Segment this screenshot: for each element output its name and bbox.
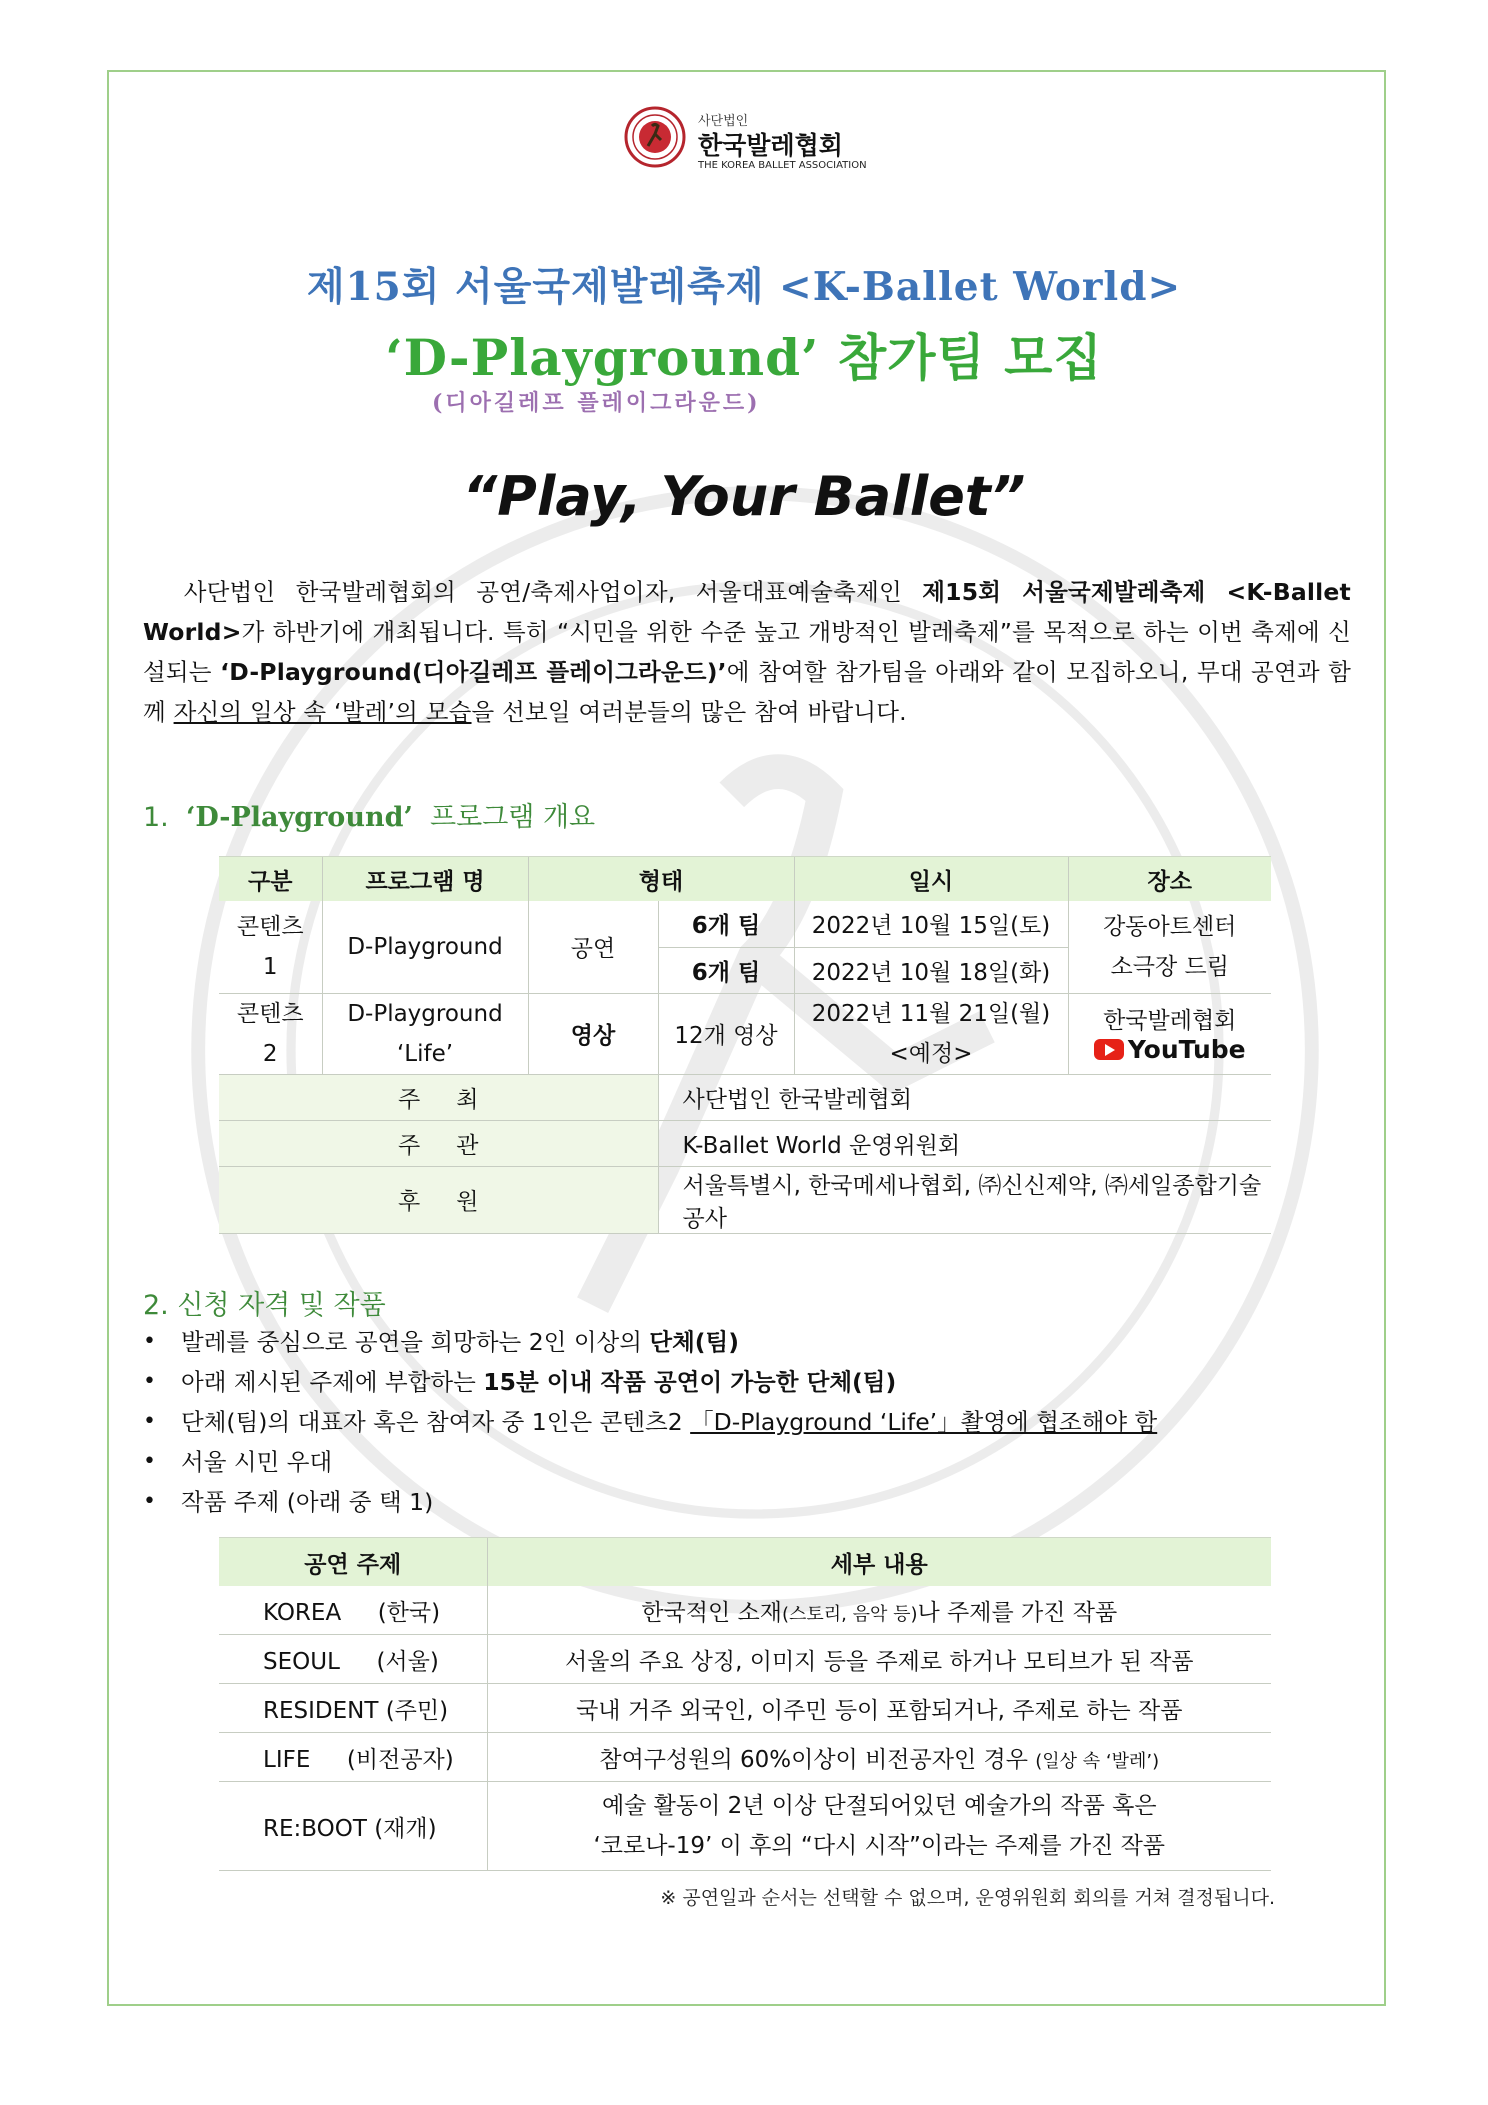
content2-venue: [1068, 993, 1271, 1074]
section1-title: [143, 795, 595, 834]
section1-heading: 프로그램 개요: [430, 802, 596, 833]
slogan: “Play, Your Ballet”: [462, 465, 1026, 528]
theme-detail: 국내 거주 외국인, 이주민 등이 포함되거나, 주제로 하는 작품: [487, 1684, 1271, 1733]
intro-underline: 자신의 일상 속 ‘발레’의 모습: [173, 698, 472, 726]
host-label: 주최: [219, 1074, 658, 1120]
bullet3-underline: 「D-Playground ‘Life’」촬영에 협조해야 함: [690, 1408, 1158, 1436]
association-seal-icon: [624, 106, 686, 168]
content1-venue: 강동아트센터 소극장 드림: [1068, 901, 1271, 993]
logo-subtitle: 사단법인: [698, 114, 749, 129]
youtube-play-icon: [1094, 1039, 1124, 1060]
intro-text-3: 에 참여할 참가팀을 아래와 같이 모집하오니, 무대 공연과 함께: [143, 658, 1352, 726]
table-row: [219, 1782, 1271, 1871]
content1-category: 콘텐츠 1: [219, 901, 322, 993]
bullet2-bold: 15분 이내 작품 공연이 가능한 단체(팀): [483, 1368, 897, 1396]
list-item: [143, 1482, 1157, 1522]
content2-type: 영상: [528, 993, 658, 1074]
table-row: [219, 1586, 1271, 1635]
col-header-category: 구분: [219, 857, 322, 902]
theme-topic: SEOUL (서울): [219, 1635, 487, 1684]
theme-detail: [487, 1782, 1271, 1871]
sponsor-value: 서울특별시, 한국메세나협회, ㈜신신제약, ㈜세일종합기술공사: [658, 1166, 1271, 1233]
bullet4-text: 서울 시민 우대: [181, 1448, 333, 1476]
col-header-theme: 공연 주제: [219, 1538, 487, 1587]
content2-name: D-Playground ‘Life’: [322, 993, 528, 1074]
program-korean-name: (디아길레프 플레이그라운드): [432, 390, 761, 416]
list-item: [143, 1322, 1157, 1362]
intro-bold-2: ‘D-Playground(디아길레프 플레이그라운드)’: [220, 658, 727, 686]
theme-table: [219, 1537, 1271, 1871]
bullet1-text: 발레를 중심으로 공연을 희망하는 2인 이상의: [181, 1328, 650, 1356]
footnote: ※ 공연일과 순서는 선택할 수 없으며, 운영위원회 회의를 거쳐 결정됩니다.: [660, 1887, 1275, 1909]
col-header-date: 일시: [794, 857, 1068, 902]
theme-topic: RE:BOOT (재개): [219, 1782, 487, 1871]
theme-detail-text: 참여구성원의 60%이상이 비전공자인 경우: [599, 1746, 1036, 1773]
theme-detail-text: 한국적인 소재: [641, 1599, 782, 1626]
content2-count: 12개 영상: [658, 993, 794, 1074]
logo-english-name: THE KOREA BALLET ASSOCIATION: [698, 160, 867, 171]
logo: [624, 104, 874, 174]
theme-detail: [487, 1586, 1271, 1635]
sponsor-label: 후원: [219, 1166, 658, 1233]
bullet5-text: 작품 주제 (아래 중 택 1): [181, 1488, 434, 1516]
youtube-label: YouTube: [1127, 1034, 1246, 1064]
content1-type: 공연: [528, 901, 658, 993]
theme-topic: RESIDENT (주민): [219, 1684, 487, 1733]
section1-number: 1.: [143, 802, 169, 833]
col-header-program-name: 프로그램 명: [322, 857, 528, 902]
theme-detail-line-2: ‘코로나-19’ 이 후의 “다시 시작”이라는 주제를 가진 작품: [593, 1833, 1166, 1859]
eligibility-list: [143, 1322, 1157, 1522]
table-row: [219, 1733, 1271, 1782]
intro-bold-1: 제15회 서울국제발레축제 <K-Ballet World>: [143, 578, 1351, 646]
host-value: 사단법인 한국발레협회: [658, 1074, 1271, 1120]
content2-date: 2022년 11월 21일(월) <예정>: [794, 993, 1068, 1074]
section1-program: ‘D-Playground’: [185, 802, 413, 833]
youtube-logo: [1094, 1035, 1246, 1064]
bullet1-bold: 단체(팀): [649, 1328, 739, 1356]
content1-teams-1: 6개 팀: [658, 901, 794, 947]
content2-venue-name: 한국발레협회: [1103, 1007, 1237, 1034]
program-overview-table: [219, 856, 1271, 1234]
section2-title: 2. 신청 자격 및 작품: [143, 1290, 386, 1321]
content1-date-1: 2022년 10월 15일(토): [794, 901, 1068, 947]
theme-detail-text-2: 나 주제를 가진 작품: [917, 1599, 1118, 1626]
list-item: [143, 1442, 1157, 1482]
col-header-details: 세부 내용: [487, 1538, 1271, 1587]
content1-date-2: 2022년 10월 18일(화): [794, 947, 1068, 993]
theme-detail-line-1: 예술 활동이 2년 이상 단절되어있던 예술가의 작품 혹은: [601, 1793, 1157, 1819]
col-header-format: 형태: [528, 857, 794, 902]
theme-topic: KOREA (한국): [219, 1586, 487, 1635]
table-row: [219, 1635, 1271, 1684]
intro-paragraph: [143, 572, 1351, 732]
bullet3-text: 단체(팀)의 대표자 혹은 참여자 중 1인은 콘텐츠2: [181, 1408, 691, 1436]
theme-topic: LIFE (비전공자): [219, 1733, 487, 1782]
col-header-venue: 장소: [1068, 857, 1271, 902]
content1-name: D-Playground: [322, 901, 528, 993]
organizer-label: 주관: [219, 1120, 658, 1166]
list-item: [143, 1362, 1157, 1402]
bullet2-text: 아래 제시된 주제에 부합하는: [181, 1368, 484, 1396]
theme-detail: [487, 1733, 1271, 1782]
intro-text-1: 사단법인 한국발레협회의 공연/축제사업이자, 서울대표예술축제인: [183, 578, 923, 606]
organizer-value: K-Ballet World 운영위원회: [658, 1120, 1271, 1166]
logo-name: 한국발레협회: [698, 131, 843, 160]
intro-text-4: 을 선보일 여러분들의 많은 참여 바랍니다.: [471, 698, 907, 726]
festival-title: 제15회 서울국제발레축제 <K-Ballet World>: [306, 264, 1182, 310]
content1-teams-2: 6개 팀: [658, 947, 794, 993]
content2-category: 콘텐츠 2: [219, 993, 322, 1074]
table-row: [219, 1684, 1271, 1733]
list-item: [143, 1402, 1157, 1442]
recruitment-title: ‘D-Playground’ 참가팀 모집: [385, 328, 1103, 387]
theme-detail: 서울의 주요 상징, 이미지 등을 주제로 하거나 모티브가 된 작품: [487, 1635, 1271, 1684]
intro-text-2: 가 하반기에 개최됩니다. 특히 “시민을 위한 수준 높고 개방적인 발레축제”를 목적으로 하는 이번 축제에 신설되는: [143, 618, 1351, 686]
theme-detail-small: (스토리, 음악 등): [781, 1603, 918, 1625]
theme-detail-small: (일상 속 ‘발레’): [1035, 1750, 1160, 1772]
